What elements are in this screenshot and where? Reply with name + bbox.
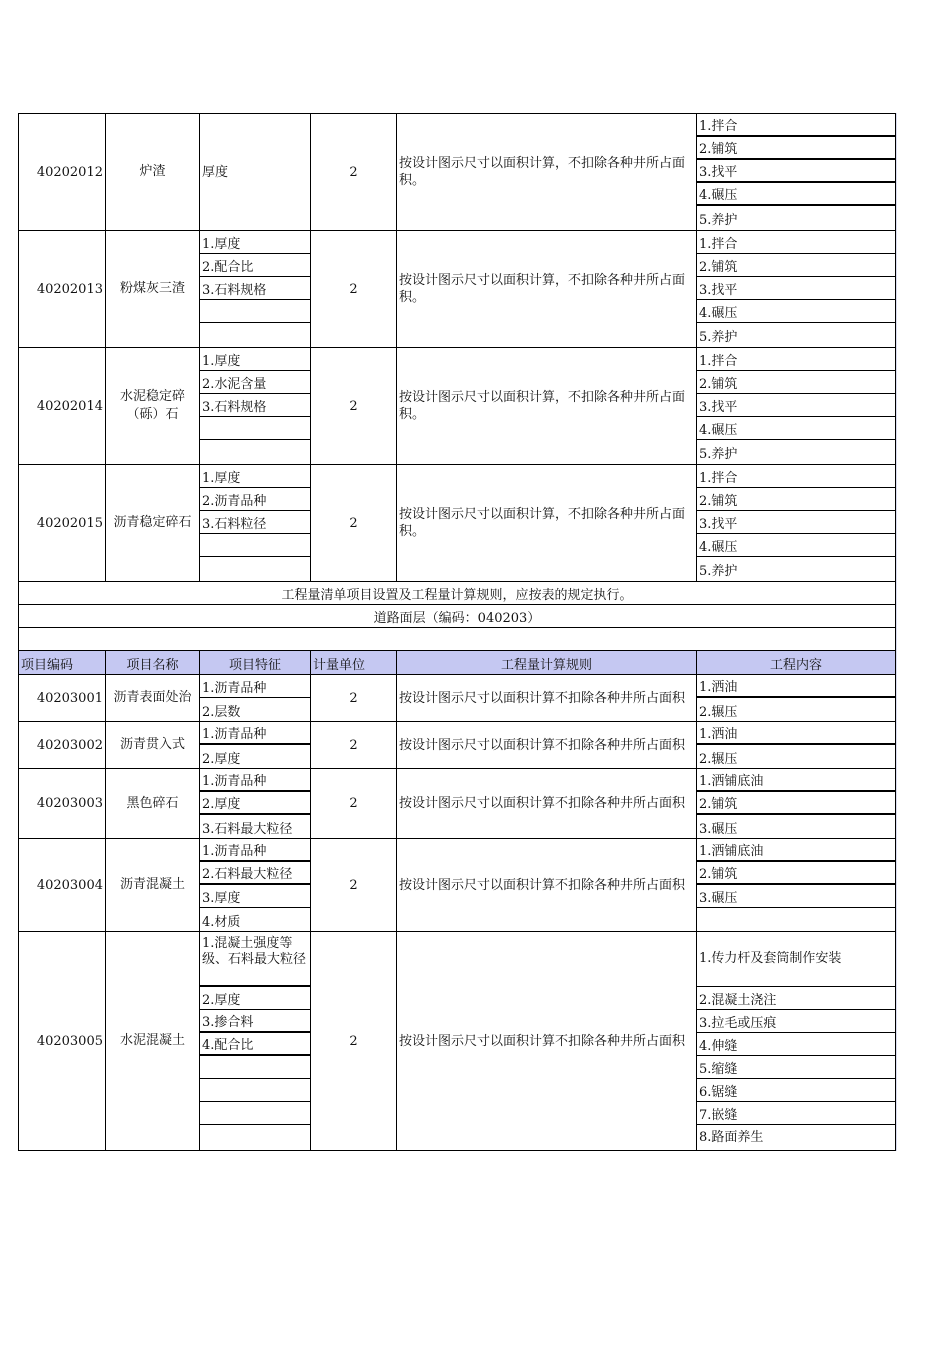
- header-rule: 工程量计算规则: [397, 651, 697, 674]
- feature-line: [200, 1056, 310, 1079]
- item-name: 水泥稳定碎（砾）石: [106, 348, 200, 464]
- header-code: 项目编码: [19, 651, 106, 674]
- work-line: 3.碾压: [697, 885, 895, 908]
- feature-line: 1.沥青品种: [200, 839, 310, 862]
- work-line: 2.铺筑: [697, 862, 895, 885]
- item-work: [697, 231, 895, 347]
- rule-note: 工程量清单项目设置及工程量计算规则，应按表的规定执行。: [18, 582, 896, 605]
- work-line: 5.养护: [699, 213, 738, 228]
- work-line: 2.铺筑: [697, 254, 895, 277]
- work-line: 2.铺筑: [697, 488, 895, 511]
- sheet-right-gridline: [896, 113, 897, 1151]
- work-line: 1.洒铺底油: [697, 839, 895, 862]
- work-line: 4.碾压: [697, 300, 895, 323]
- item-name: 沥青混凝土: [106, 839, 200, 931]
- header-name: 项目名称: [106, 651, 200, 674]
- feature-line: 3.石料规格: [200, 394, 310, 417]
- item-work: [697, 932, 895, 1150]
- item-unit: 2: [311, 675, 397, 721]
- feature-line: [200, 300, 310, 323]
- table-row: [18, 231, 896, 348]
- work-line: 1.传力杆及套筒制作安装: [697, 932, 895, 987]
- item-code: 40203005: [19, 932, 106, 1150]
- work-line: 3.碾压: [699, 822, 738, 837]
- item-code: 40202015: [19, 465, 106, 581]
- table-row: [18, 769, 896, 839]
- feature-line: 1.沥青品种: [200, 769, 310, 792]
- item-rule: 按设计图示尺寸以面积计算不扣除各种井所占面积: [397, 722, 697, 768]
- item-features: [200, 932, 311, 1150]
- work-line: 1.拌合: [697, 114, 895, 137]
- work-line: 5.养护: [699, 564, 738, 579]
- table-row: [18, 839, 896, 932]
- work-line: 1.洒铺底油: [697, 769, 895, 792]
- item-code: 40203003: [19, 769, 106, 838]
- work-line: 7.嵌缝: [697, 1102, 895, 1125]
- item-name: 粉煤灰三渣: [106, 231, 200, 347]
- work-line: 1.拌合: [697, 465, 895, 488]
- header-unit: 计量单位: [311, 651, 397, 674]
- work-line: 2.辗压: [699, 705, 738, 720]
- item-features: [200, 769, 311, 838]
- item-code: 40202014: [19, 348, 106, 464]
- feature-line: 4.配合比: [200, 1033, 310, 1056]
- work-line: 6.锯缝: [697, 1079, 895, 1102]
- item-rule: 按设计图示尺寸以面积计算不扣除各种井所占面积: [397, 769, 697, 838]
- item-features: [200, 839, 311, 931]
- item-code: 40202013: [19, 231, 106, 347]
- blank-row: [18, 628, 896, 651]
- feature-line: 2.沥青品种: [200, 488, 310, 511]
- work-line: 1.洒油: [697, 675, 895, 698]
- feature-line: 4.材质: [202, 915, 241, 930]
- work-line: [697, 908, 895, 931]
- table-sheet: [18, 113, 896, 1151]
- work-line: 5.养护: [699, 447, 738, 462]
- work-line: 3.拉毛或压痕: [697, 1010, 895, 1033]
- item-features: [200, 675, 311, 721]
- item-unit: 2: [311, 348, 397, 464]
- work-line: 4.碾压: [697, 534, 895, 557]
- item-rule: 按设计图示尺寸以面积计算，不扣除各种井所占面积。: [397, 465, 697, 581]
- section-title: 道路面层（编码：040203）: [18, 605, 896, 628]
- item-unit: 2: [311, 231, 397, 347]
- item-unit: 2: [311, 839, 397, 931]
- item-name: 黑色碎石: [106, 769, 200, 838]
- feature-line: 1.沥青品种: [200, 722, 310, 745]
- item-features: [200, 231, 311, 347]
- item-name: 沥青表面处治: [106, 675, 200, 721]
- work-line: 5.缩缝: [697, 1056, 895, 1079]
- work-line: 2.铺筑: [697, 371, 895, 394]
- item-name: 炉渣: [106, 114, 200, 230]
- feature-line: 3.石料最大粒径: [202, 822, 293, 837]
- item-work: [697, 114, 895, 230]
- item-name: 沥青贯入式: [106, 722, 200, 768]
- item-code: 40203004: [19, 839, 106, 931]
- item-work: [697, 348, 895, 464]
- work-line: 1.拌合: [697, 231, 895, 254]
- feature-line: [200, 440, 310, 463]
- item-code: 40203001: [19, 675, 106, 721]
- feature-line: 2.配合比: [200, 254, 310, 277]
- work-line: 2.铺筑: [697, 792, 895, 815]
- item-rule: 按设计图示尺寸以面积计算不扣除各种井所占面积: [397, 675, 697, 721]
- feature-line: 2.厚度: [200, 987, 310, 1010]
- item-rule: 按设计图示尺寸以面积计算不扣除各种井所占面积: [397, 932, 697, 1150]
- header-features: 项目特征: [200, 651, 311, 674]
- feature-line: [200, 557, 310, 580]
- work-line: 4.碾压: [697, 183, 895, 206]
- feature-line: 3.掺合料: [200, 1010, 310, 1033]
- work-line: 3.找平: [697, 511, 895, 534]
- table-row: [18, 348, 896, 465]
- item-work: [697, 839, 895, 931]
- work-line: 1.洒油: [697, 722, 895, 745]
- table-row: [18, 465, 896, 582]
- feature-line: 2.层数: [202, 705, 241, 720]
- feature-line: 3.石料规格: [200, 277, 310, 300]
- table-row: [18, 722, 896, 769]
- feature-line: 3.厚度: [200, 885, 310, 908]
- feature-line: 1.厚度: [200, 231, 310, 254]
- work-line: 3.找平: [697, 160, 895, 183]
- item-features: [200, 465, 311, 581]
- feature-line: 2.水泥含量: [200, 371, 310, 394]
- item-features: [200, 722, 311, 768]
- item-work: [697, 675, 895, 721]
- feature-line: [200, 323, 310, 346]
- item-features: [200, 348, 311, 464]
- feature-line: 3.石料粒径: [200, 511, 310, 534]
- item-work: [697, 465, 895, 581]
- table-header: [18, 651, 896, 675]
- item-features: [200, 114, 311, 230]
- feature-line: 2.厚度: [200, 792, 310, 815]
- feature-line: [200, 417, 310, 440]
- item-rule: 按设计图示尺寸以面积计算，不扣除各种井所占面积。: [397, 114, 697, 230]
- work-line: 4.碾压: [697, 417, 895, 440]
- feature-line: [200, 1079, 310, 1102]
- item-unit: 2: [311, 722, 397, 768]
- work-line: 4.伸缝: [697, 1033, 895, 1056]
- item-work: [697, 769, 895, 838]
- feature-line: 2.石料最大粒径: [200, 862, 310, 885]
- table-row: [18, 932, 896, 1151]
- item-rule: 按设计图示尺寸以面积计算，不扣除各种井所占面积。: [397, 231, 697, 347]
- feature-line: [200, 1102, 310, 1125]
- work-line: 3.找平: [697, 394, 895, 417]
- header-work: 工程内容: [769, 658, 822, 673]
- work-line: 1.拌合: [697, 348, 895, 371]
- item-work: [697, 722, 895, 768]
- item-unit: 2: [311, 932, 397, 1150]
- feature-line: 2.厚度: [202, 752, 241, 767]
- feature-line: 1.沥青品种: [200, 675, 310, 698]
- work-line: 2.混凝土浇注: [697, 987, 895, 1010]
- work-line: 2.铺筑: [697, 137, 895, 160]
- item-name: 水泥混凝土: [106, 932, 200, 1150]
- work-line: 3.找平: [697, 277, 895, 300]
- item-rule: 按设计图示尺寸以面积计算，不扣除各种井所占面积。: [397, 348, 697, 464]
- work-line: 5.养护: [699, 330, 738, 345]
- item-unit: 2: [311, 114, 397, 230]
- feature-line: 1.混凝土强度等级、石料最大粒径: [200, 932, 310, 987]
- work-line: 2.辗压: [699, 752, 738, 767]
- item-unit: 2: [311, 465, 397, 581]
- item-code: 40202012: [19, 114, 106, 230]
- item-code: 40203002: [19, 722, 106, 768]
- item-unit: 2: [311, 769, 397, 838]
- feature-line: 1.厚度: [200, 348, 310, 371]
- item-rule: 按设计图示尺寸以面积计算不扣除各种井所占面积: [397, 839, 697, 931]
- item-name: 沥青稳定碎石: [106, 465, 200, 581]
- feature-line: [200, 534, 310, 557]
- feature-line: 1.厚度: [200, 465, 310, 488]
- work-line: 8.路面养生: [699, 1130, 764, 1145]
- table-row: [18, 113, 896, 231]
- feature-line: 厚度: [202, 164, 229, 180]
- feature-line: [200, 1125, 310, 1146]
- table-row: [18, 675, 896, 722]
